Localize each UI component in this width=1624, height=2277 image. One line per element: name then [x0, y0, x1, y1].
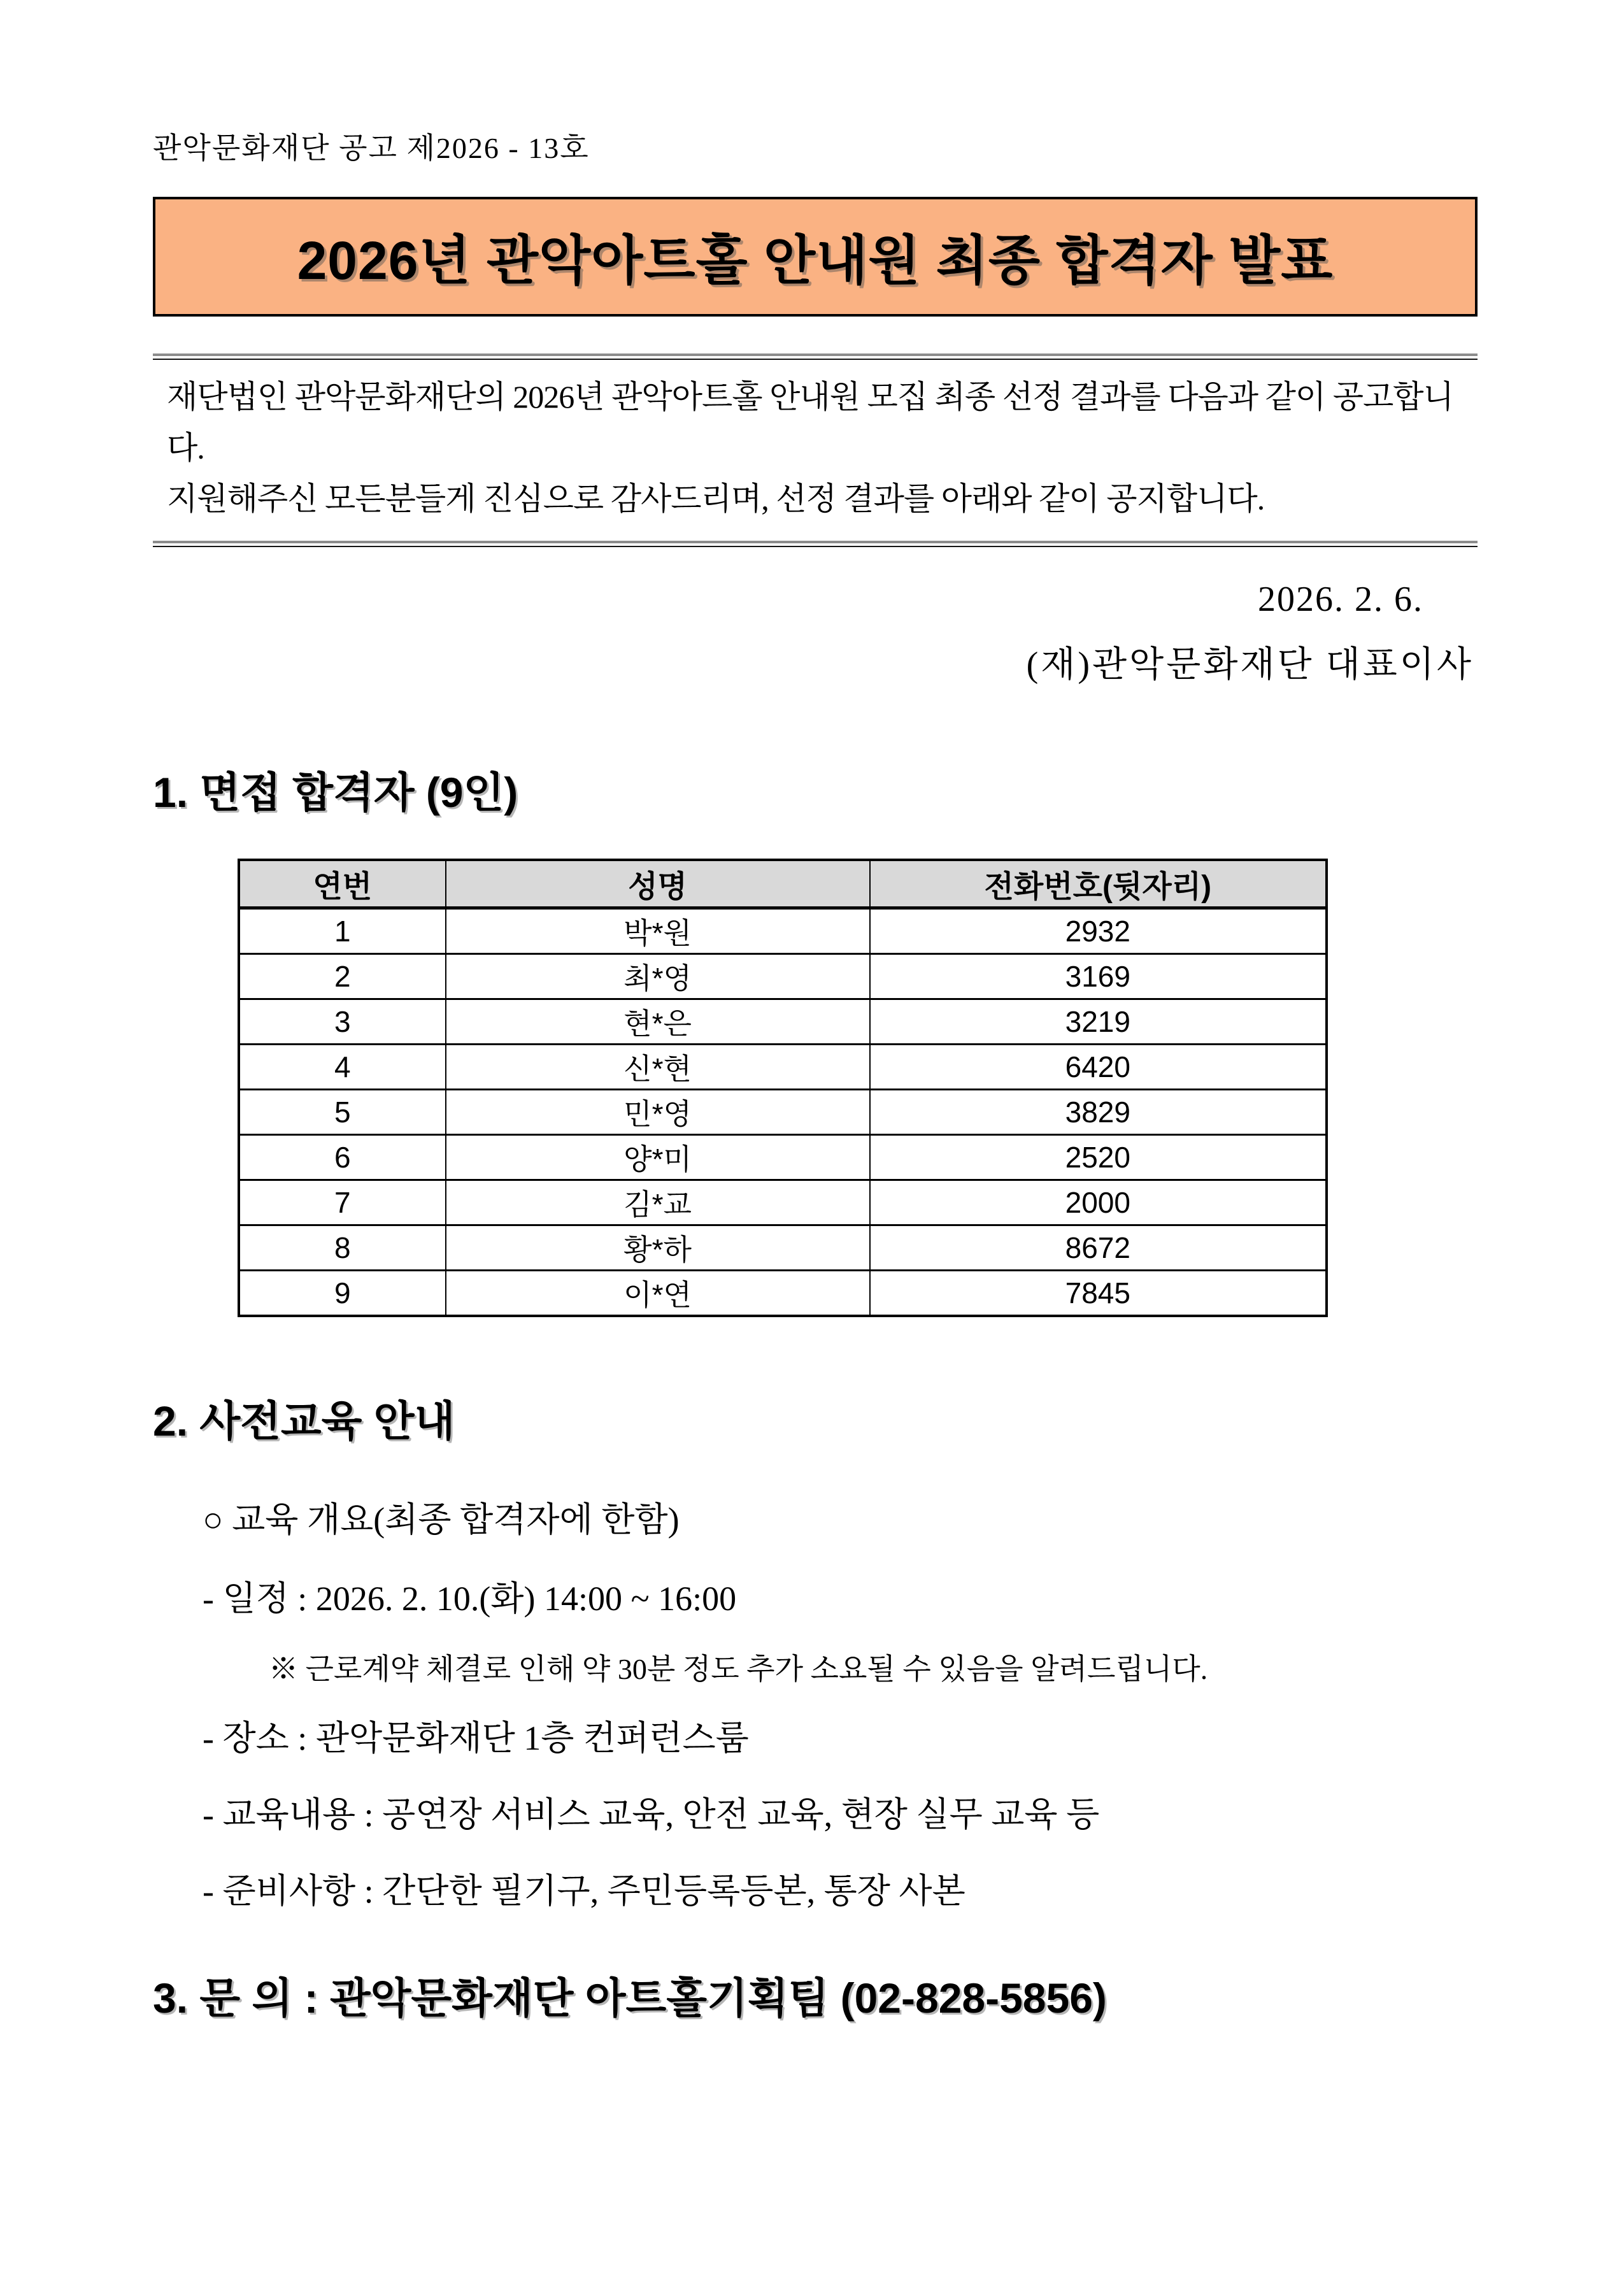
cell-phone: 8672 [870, 1225, 1327, 1270]
cell-no: 8 [239, 1225, 446, 1270]
section2-heading: 2. 사전교육 안내 [153, 1397, 455, 1445]
cell-no: 4 [239, 1044, 446, 1089]
cell-no: 5 [239, 1089, 446, 1134]
cell-phone: 7845 [870, 1270, 1327, 1316]
cell-phone: 2000 [870, 1180, 1327, 1225]
table-row [239, 908, 1327, 953]
table-row [239, 1225, 1327, 1270]
table-row [239, 1134, 1327, 1180]
education-contents-line: - 교육내용 : 공연장 서비스 교육, 안전 교육, 현장 실무 교육 등 [203, 1795, 1100, 1834]
cell-phone: 2932 [870, 908, 1327, 953]
education-note-line: ※ 근로계약 체결로 인해 약 30분 정도 추가 소요될 수 있음을 알려드립니다. [269, 1652, 1208, 1685]
cell-no: 6 [239, 1134, 446, 1180]
results-table-body [239, 908, 1327, 1316]
cell-name: 최*영 [446, 953, 870, 999]
section3-inquiry-heading: 3. 문 의 : 관악문화재단 아트홀기획팀 (02-828-5856) [153, 1974, 1107, 2022]
announcement-date: 2026. 2. 6. [1258, 579, 1423, 619]
intro-paragraph [153, 360, 1478, 541]
page-title: 2026년 관악아트홀 안내원 최종 합격자 발표 [297, 231, 1334, 291]
issuer-signature: (재)관악문화재단 대표이사 [1026, 645, 1474, 685]
cell-name: 현*은 [446, 999, 870, 1044]
results-table [238, 859, 1328, 1317]
results-table-wrap [238, 859, 1328, 1317]
cell-phone: 3169 [870, 953, 1327, 999]
table-row [239, 1089, 1327, 1134]
table-row [239, 1270, 1327, 1316]
cell-name: 신*현 [446, 1044, 870, 1089]
col-header-phone: 전화번호(뒷자리) [870, 860, 1327, 908]
cell-no: 7 [239, 1180, 446, 1225]
cell-phone: 3219 [870, 999, 1327, 1044]
table-row [239, 1180, 1327, 1225]
cell-name: 황*하 [446, 1225, 870, 1270]
section1-heading: 1. 면접 합격자 (9인) [153, 768, 518, 816]
cell-no: 3 [239, 999, 446, 1044]
divider-top [153, 353, 1478, 360]
cell-name: 민*영 [446, 1089, 870, 1134]
intro-line-2: 지원해주신 모든분들게 진심으로 감사드리며, 선정 결과를 아래와 같이 공지합니다. [167, 480, 1265, 517]
table-row [239, 999, 1327, 1044]
table-row [239, 953, 1327, 999]
intro-line-1: 재단법인 관악문화재단의 2026년 관악아트홀 안내원 모집 최종 선정 결과를 다음과 같이 공고합니다. [167, 378, 1453, 466]
cell-phone: 6420 [870, 1044, 1327, 1089]
doc-number: 관악문화재단 공고 제2026 - 13호 [153, 132, 590, 164]
table-row [239, 1044, 1327, 1089]
cell-no: 9 [239, 1270, 446, 1316]
cell-name: 양*미 [446, 1134, 870, 1180]
divider-bottom [153, 541, 1478, 547]
cell-name: 이*연 [446, 1270, 870, 1316]
education-schedule-line: - 일정 : 2026. 2. 10.(화) 14:00 ~ 16:00 [203, 1579, 737, 1618]
table-header-row [239, 860, 1327, 908]
education-overview-line: ○ 교육 개요(최종 합격자에 한함) [203, 1500, 680, 1539]
cell-phone: 2520 [870, 1134, 1327, 1180]
title-banner [153, 197, 1478, 317]
education-preparation-line: - 준비사항 : 간단한 필기구, 주민등록등본, 통장 사본 [203, 1871, 965, 1910]
education-location-line: - 장소 : 관악문화재단 1층 컨퍼런스룸 [203, 1718, 749, 1757]
cell-no: 1 [239, 908, 446, 953]
col-header-name: 성명 [446, 860, 870, 908]
cell-name: 김*교 [446, 1180, 870, 1225]
cell-name: 박*원 [446, 908, 870, 953]
cell-no: 2 [239, 953, 446, 999]
col-header-no: 연번 [239, 860, 446, 908]
cell-phone: 3829 [870, 1089, 1327, 1134]
